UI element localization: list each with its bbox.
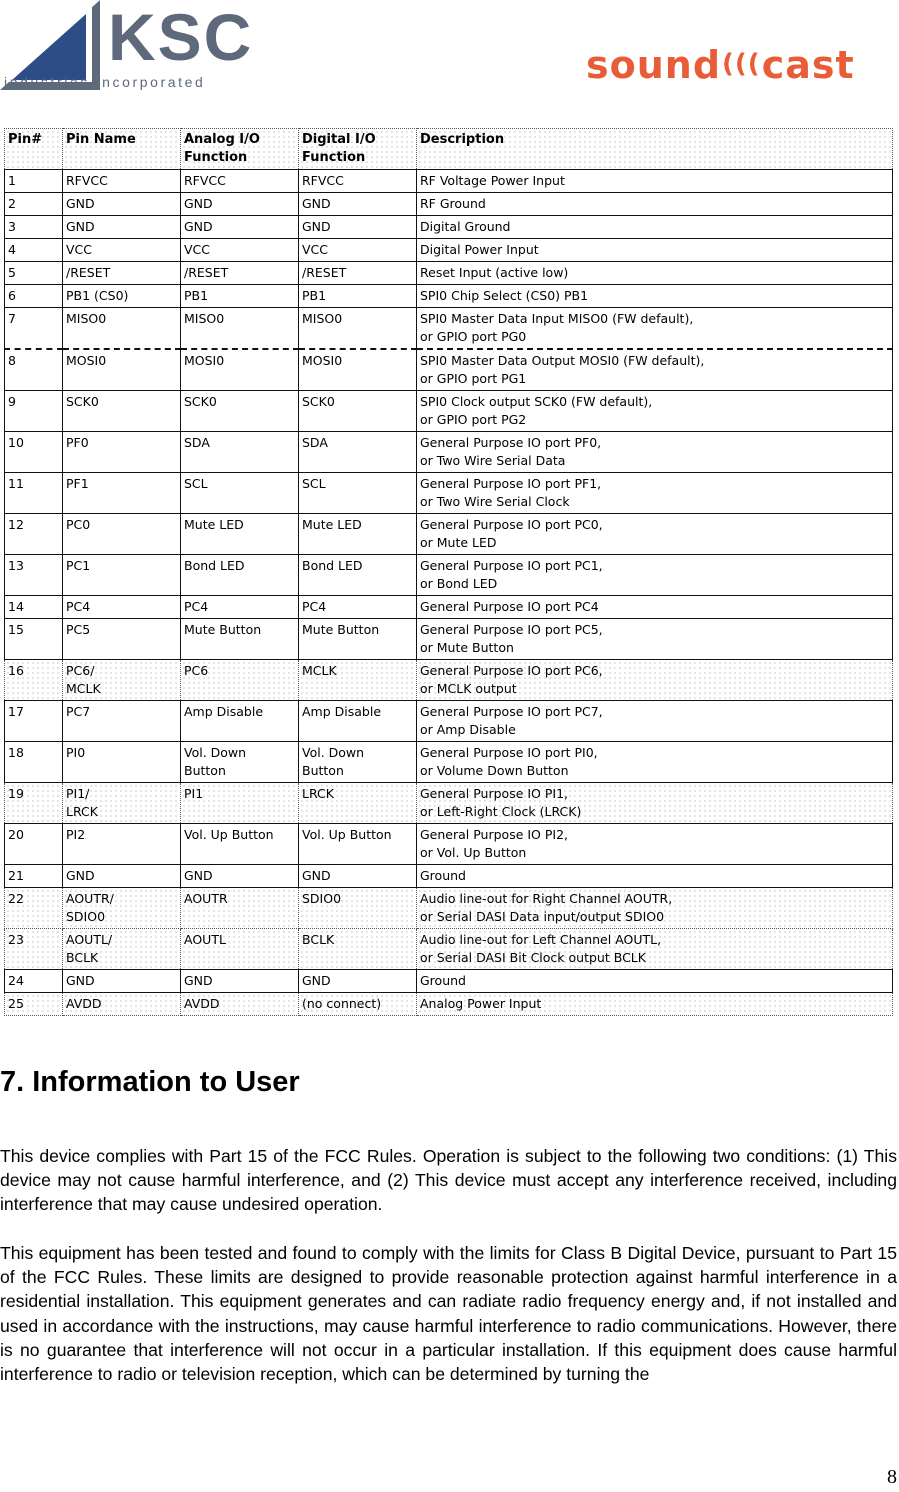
table-row: [5, 262, 893, 285]
soundcast-logo: [586, 40, 891, 88]
pin-number-cell: 21: [5, 865, 63, 888]
digital-function-cell: SDIO0: [299, 888, 417, 929]
pin-number-cell: 10: [5, 432, 63, 473]
table-row: [5, 391, 893, 432]
section-heading: 7. Information to User: [0, 1066, 300, 1098]
ksc-logo-text: KSC: [108, 0, 254, 74]
description-cell: Analog Power Input: [417, 993, 893, 1016]
header-pin-name: Pin Name: [63, 129, 181, 170]
analog-function-cell: PC4: [181, 596, 299, 619]
analog-function-cell: Vol. Up Button: [181, 824, 299, 865]
digital-function-cell: RFVCC: [299, 170, 417, 193]
description-cell: General Purpose IO port PC0, or Mute LED: [417, 514, 893, 555]
digital-function-cell: Mute Button: [299, 619, 417, 660]
pin-number-cell: 1: [5, 170, 63, 193]
pin-number-cell: 2: [5, 193, 63, 216]
digital-function-cell: GND: [299, 193, 417, 216]
analog-function-cell: SCL: [181, 473, 299, 514]
pin-number-cell: 23: [5, 929, 63, 970]
pin-number-cell: 6: [5, 285, 63, 308]
digital-function-cell: Mute LED: [299, 514, 417, 555]
analog-function-cell: SCK0: [181, 391, 299, 432]
pin-name-cell: PF0: [63, 432, 181, 473]
pin-name-cell: PC7: [63, 701, 181, 742]
header-analog-function: Analog I/O Function: [181, 129, 299, 170]
pin-number-cell: 9: [5, 391, 63, 432]
pin-name-cell: GND: [63, 970, 181, 993]
pin-number-cell: 8: [5, 349, 63, 391]
soundcast-logo-right: cast: [761, 43, 855, 87]
table-row: [5, 216, 893, 239]
digital-function-cell: SDA: [299, 432, 417, 473]
description-cell: General Purpose IO port PF0, or Two Wire Serial Data: [417, 432, 893, 473]
analog-function-cell: GND: [181, 970, 299, 993]
analog-function-cell: VCC: [181, 239, 299, 262]
pin-number-cell: 3: [5, 216, 63, 239]
table-row: [5, 824, 893, 865]
digital-function-cell: Vol. Down Button: [299, 742, 417, 783]
table-row: [5, 865, 893, 888]
analog-function-cell: Bond LED: [181, 555, 299, 596]
table-row: [5, 308, 893, 350]
soundcast-wave-icon: (((: [722, 49, 761, 79]
pin-name-cell: GND: [63, 865, 181, 888]
description-cell: Audio line-out for Right Channel AOUTR, or Serial DASI Data input/output SDIO0: [417, 888, 893, 929]
analog-function-cell: GND: [181, 865, 299, 888]
ksc-logo-subtitle: industries incorporated: [4, 74, 206, 90]
analog-function-cell: GND: [181, 216, 299, 239]
table-row: [5, 783, 893, 824]
digital-function-cell: VCC: [299, 239, 417, 262]
pin-name-cell: GND: [63, 193, 181, 216]
table-row: [5, 596, 893, 619]
pin-number-cell: 22: [5, 888, 63, 929]
description-cell: SPI0 Master Data Output MOSI0 (FW default), or GPIO port PG1: [417, 349, 893, 391]
pin-name-cell: PC6/ MCLK: [63, 660, 181, 701]
digital-function-cell: PC4: [299, 596, 417, 619]
table-row: [5, 349, 893, 391]
digital-function-cell: MISO0: [299, 308, 417, 350]
description-cell: General Purpose IO port PC4: [417, 596, 893, 619]
digital-function-cell: GND: [299, 865, 417, 888]
digital-function-cell: Vol. Up Button: [299, 824, 417, 865]
description-cell: General Purpose IO port PC7, or Amp Disable: [417, 701, 893, 742]
table-row: [5, 285, 893, 308]
pin-name-cell: AOUTR/ SDIO0: [63, 888, 181, 929]
analog-function-cell: PB1: [181, 285, 299, 308]
analog-function-cell: Vol. Down Button: [181, 742, 299, 783]
analog-function-cell: MISO0: [181, 308, 299, 350]
description-cell: General Purpose IO PI1, or Left-Right Clock (LRCK): [417, 783, 893, 824]
header-digital-function: Digital I/O Function: [299, 129, 417, 170]
table-row: [5, 929, 893, 970]
pin-number-cell: 12: [5, 514, 63, 555]
analog-function-cell: /RESET: [181, 262, 299, 285]
table-row: [5, 660, 893, 701]
pin-number-cell: 14: [5, 596, 63, 619]
description-cell: Digital Power Input: [417, 239, 893, 262]
analog-function-cell: PC6: [181, 660, 299, 701]
description-cell: Reset Input (active low): [417, 262, 893, 285]
table-row: [5, 239, 893, 262]
description-cell: Audio line-out for Left Channel AOUTL, or Serial DASI Bit Clock output BCLK: [417, 929, 893, 970]
pin-name-cell: AOUTL/ BCLK: [63, 929, 181, 970]
pin-number-cell: 17: [5, 701, 63, 742]
description-cell: General Purpose IO port PI0, or Volume Down Button: [417, 742, 893, 783]
pin-number-cell: 19: [5, 783, 63, 824]
table-row: [5, 888, 893, 929]
fcc-paragraph-1: This device complies with Part 15 of the FCC Rules. Operation is subject to the following two conditions: (1) This device may not cause harmful interference, and (2) This device must accept any interference received, including interference that may cause undesired operation.: [0, 1146, 897, 1215]
analog-function-cell: Mute LED: [181, 514, 299, 555]
description-cell: Ground: [417, 865, 893, 888]
pin-name-cell: PB1 (CS0): [63, 285, 181, 308]
pin-name-cell: PI1/ LRCK: [63, 783, 181, 824]
pin-number-cell: 11: [5, 473, 63, 514]
pin-name-cell: PC1: [63, 555, 181, 596]
digital-function-cell: SCK0: [299, 391, 417, 432]
description-cell: General Purpose IO PI2, or Vol. Up Button: [417, 824, 893, 865]
pin-name-cell: VCC: [63, 239, 181, 262]
table-row: [5, 193, 893, 216]
page-number: 8: [887, 1466, 897, 1488]
pin-number-cell: 18: [5, 742, 63, 783]
digital-function-cell: SCL: [299, 473, 417, 514]
pin-number-cell: 5: [5, 262, 63, 285]
analog-function-cell: AOUTL: [181, 929, 299, 970]
analog-function-cell: Mute Button: [181, 619, 299, 660]
pin-number-cell: 25: [5, 993, 63, 1016]
pin-table: [4, 128, 893, 1016]
digital-function-cell: GND: [299, 970, 417, 993]
table-row: [5, 970, 893, 993]
analog-function-cell: PI1: [181, 783, 299, 824]
digital-function-cell: /RESET: [299, 262, 417, 285]
description-cell: General Purpose IO port PF1, or Two Wire Serial Clock: [417, 473, 893, 514]
table-row: [5, 742, 893, 783]
digital-function-cell: LRCK: [299, 783, 417, 824]
digital-function-cell: PB1: [299, 285, 417, 308]
pin-number-cell: 20: [5, 824, 63, 865]
digital-function-cell: Amp Disable: [299, 701, 417, 742]
description-cell: RF Ground: [417, 193, 893, 216]
pin-name-cell: PC5: [63, 619, 181, 660]
pin-name-cell: /RESET: [63, 262, 181, 285]
analog-function-cell: MOSI0: [181, 349, 299, 391]
analog-function-cell: AVDD: [181, 993, 299, 1016]
digital-function-cell: (no connect): [299, 993, 417, 1016]
soundcast-logo-left: sound: [586, 43, 722, 87]
pin-name-cell: MISO0: [63, 308, 181, 350]
digital-function-cell: Bond LED: [299, 555, 417, 596]
pin-number-cell: 15: [5, 619, 63, 660]
description-cell: Digital Ground: [417, 216, 893, 239]
pin-name-cell: PC0: [63, 514, 181, 555]
pin-number-cell: 16: [5, 660, 63, 701]
table-row: [5, 701, 893, 742]
table-row: [5, 473, 893, 514]
pin-number-cell: 4: [5, 239, 63, 262]
ksc-logo: [0, 0, 265, 95]
description-cell: Ground: [417, 970, 893, 993]
pin-name-cell: GND: [63, 216, 181, 239]
pin-name-cell: RFVCC: [63, 170, 181, 193]
analog-function-cell: Amp Disable: [181, 701, 299, 742]
description-cell: General Purpose IO port PC5, or Mute Button: [417, 619, 893, 660]
description-cell: SPI0 Chip Select (CS0) PB1: [417, 285, 893, 308]
pin-number-cell: 24: [5, 970, 63, 993]
pin-name-cell: SCK0: [63, 391, 181, 432]
pin-number-cell: 7: [5, 308, 63, 350]
pin-name-cell: AVDD: [63, 993, 181, 1016]
table-row: [5, 170, 893, 193]
pin-name-cell: MOSI0: [63, 349, 181, 391]
digital-function-cell: GND: [299, 216, 417, 239]
pin-name-cell: PI0: [63, 742, 181, 783]
pin-table-header-row: [5, 129, 893, 170]
digital-function-cell: MCLK: [299, 660, 417, 701]
pin-number-cell: 13: [5, 555, 63, 596]
table-row: [5, 619, 893, 660]
header-pin-number: Pin#: [5, 129, 63, 170]
analog-function-cell: GND: [181, 193, 299, 216]
table-row: [5, 993, 893, 1016]
description-cell: General Purpose IO port PC6, or MCLK output: [417, 660, 893, 701]
analog-function-cell: AOUTR: [181, 888, 299, 929]
fcc-paragraph-2: This equipment has been tested and found to comply with the limits for Class B Digital Device, pursuant to Part 15 of the FCC Rules. These limits are designed to provide reasonable protection against harmful interference in a residential installation. This equipment generates and can radiate radio frequency energy and, if not installed and used in accordance with the instructions, may cause harmful interference to radio communications. However, there is no guarantee that interference will not occur in a particular installation. If this equipment does cause harmful interference to radio or television reception, which can be determined by turning the: [0, 1243, 897, 1385]
analog-function-cell: RFVCC: [181, 170, 299, 193]
table-row: [5, 514, 893, 555]
description-cell: RF Voltage Power Input: [417, 170, 893, 193]
table-row: [5, 555, 893, 596]
digital-function-cell: BCLK: [299, 929, 417, 970]
table-row: [5, 432, 893, 473]
description-cell: SPI0 Clock output SCK0 (FW default), or GPIO port PG2: [417, 391, 893, 432]
description-cell: General Purpose IO port PC1, or Bond LED: [417, 555, 893, 596]
pin-name-cell: PI2: [63, 824, 181, 865]
pin-name-cell: PF1: [63, 473, 181, 514]
analog-function-cell: SDA: [181, 432, 299, 473]
description-cell: SPI0 Master Data Input MISO0 (FW default), or GPIO port PG0: [417, 308, 893, 350]
header-description: Description: [417, 129, 893, 170]
pin-name-cell: PC4: [63, 596, 181, 619]
digital-function-cell: MOSI0: [299, 349, 417, 391]
